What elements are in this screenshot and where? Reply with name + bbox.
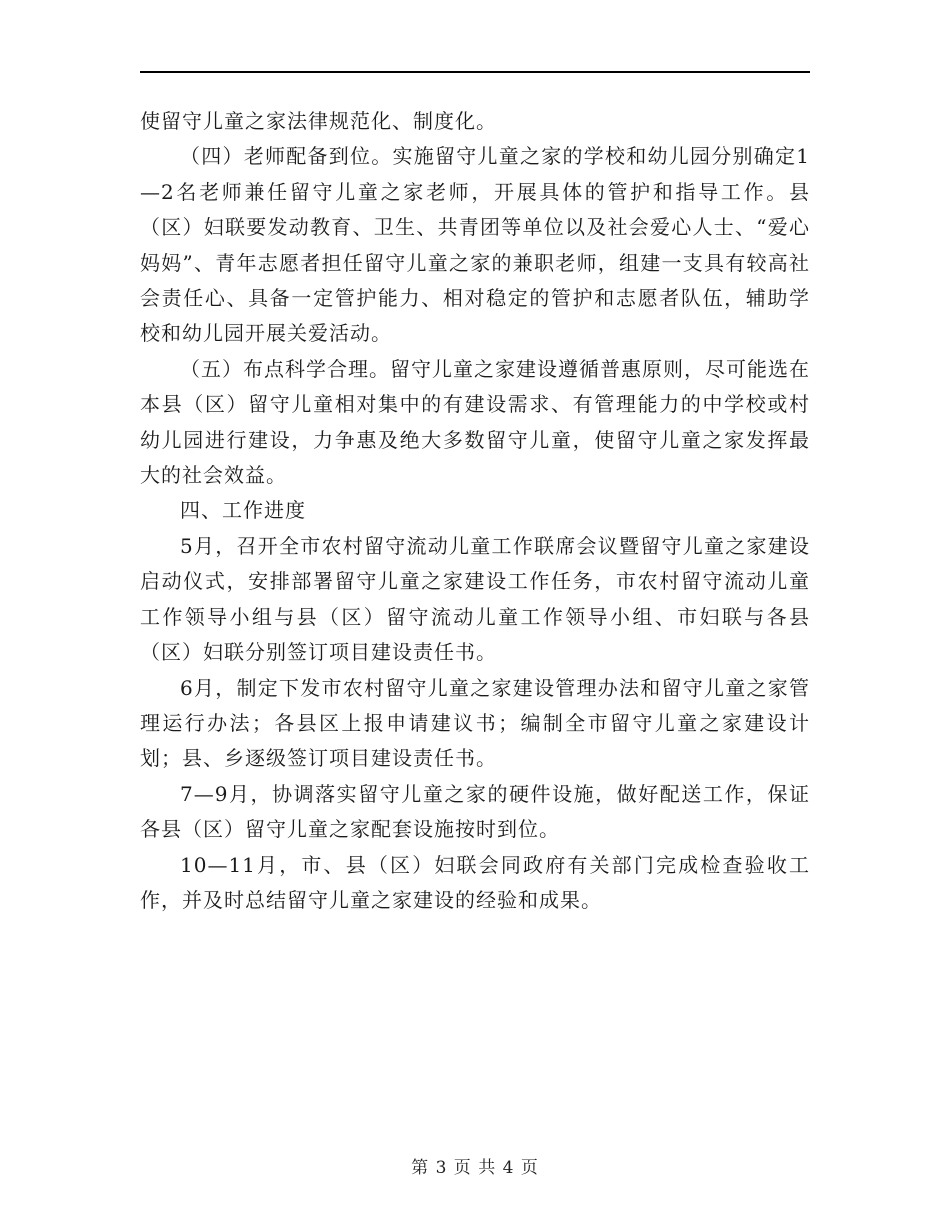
- document-body: [140, 104, 810, 918]
- paragraph-july-september: 7—9月，协调落实留守儿童之家的硬件设施，做好配送工作，保证各县（区）留守儿童之家配套设施按时到位。: [140, 781, 810, 842]
- paragraph-june: 6月，制定下发市农村留守儿童之家建设管理办法和留守儿童之家管理运行办法；各县区上报申请建议书；编制全市留守儿童之家建设计划；县、乡逐级签订项目建设责任书。: [140, 675, 810, 771]
- paragraph-may: 5月，召开全市农村留守流动儿童工作联席会议暨留守儿童之家建设启动仪式，安排部署留守儿童之家建设工作任务，市农村留守流动儿童工作领导小组与县（区）留守流动儿童工作领导小组、市妇联与各县（区）妇联分别签订项目建设责任书。: [140, 533, 810, 665]
- paragraph-site-layout: （五）布点科学合理。留守儿童之家建设遵循普惠原则，尽可能选在本县（区）留守儿童相对集中的有建设需求、有管理能力的中学校或村幼儿园进行建设，力争惠及绝大多数留守儿童，使留守儿童之家发挥最大的社会效益。: [140, 356, 810, 488]
- page-number-footer: 第 3 页 共 4 页: [411, 1158, 539, 1178]
- paragraph-teacher-staffing: （四）老师配备到位。实施留守儿童之家的学校和幼儿园分别确定1—2名老师兼任留守儿童之家老师，开展具体的管护和指导工作。县（区）妇联要发动教育、卫生、共青团等单位以及社会爱心人士、“爱心妈妈”、青年志愿者担任留守儿童之家的兼职老师，组建一支具有较高社会责任心、具备一定管护能力、相对稳定的管护和志愿者队伍，辅助学校和幼儿园开展关爱活动。: [140, 144, 810, 346]
- section-heading-work-progress: 四、工作进度: [180, 498, 306, 523]
- paragraph: 使留守儿童之家法律规范化、制度化。: [140, 109, 497, 133]
- header-rule: [140, 71, 810, 73]
- paragraph-october-november: 10—11月，市、县（区）妇联会同政府有关部门完成检查验收工作，并及时总结留守儿童之家建设的经验和成果。: [140, 852, 810, 912]
